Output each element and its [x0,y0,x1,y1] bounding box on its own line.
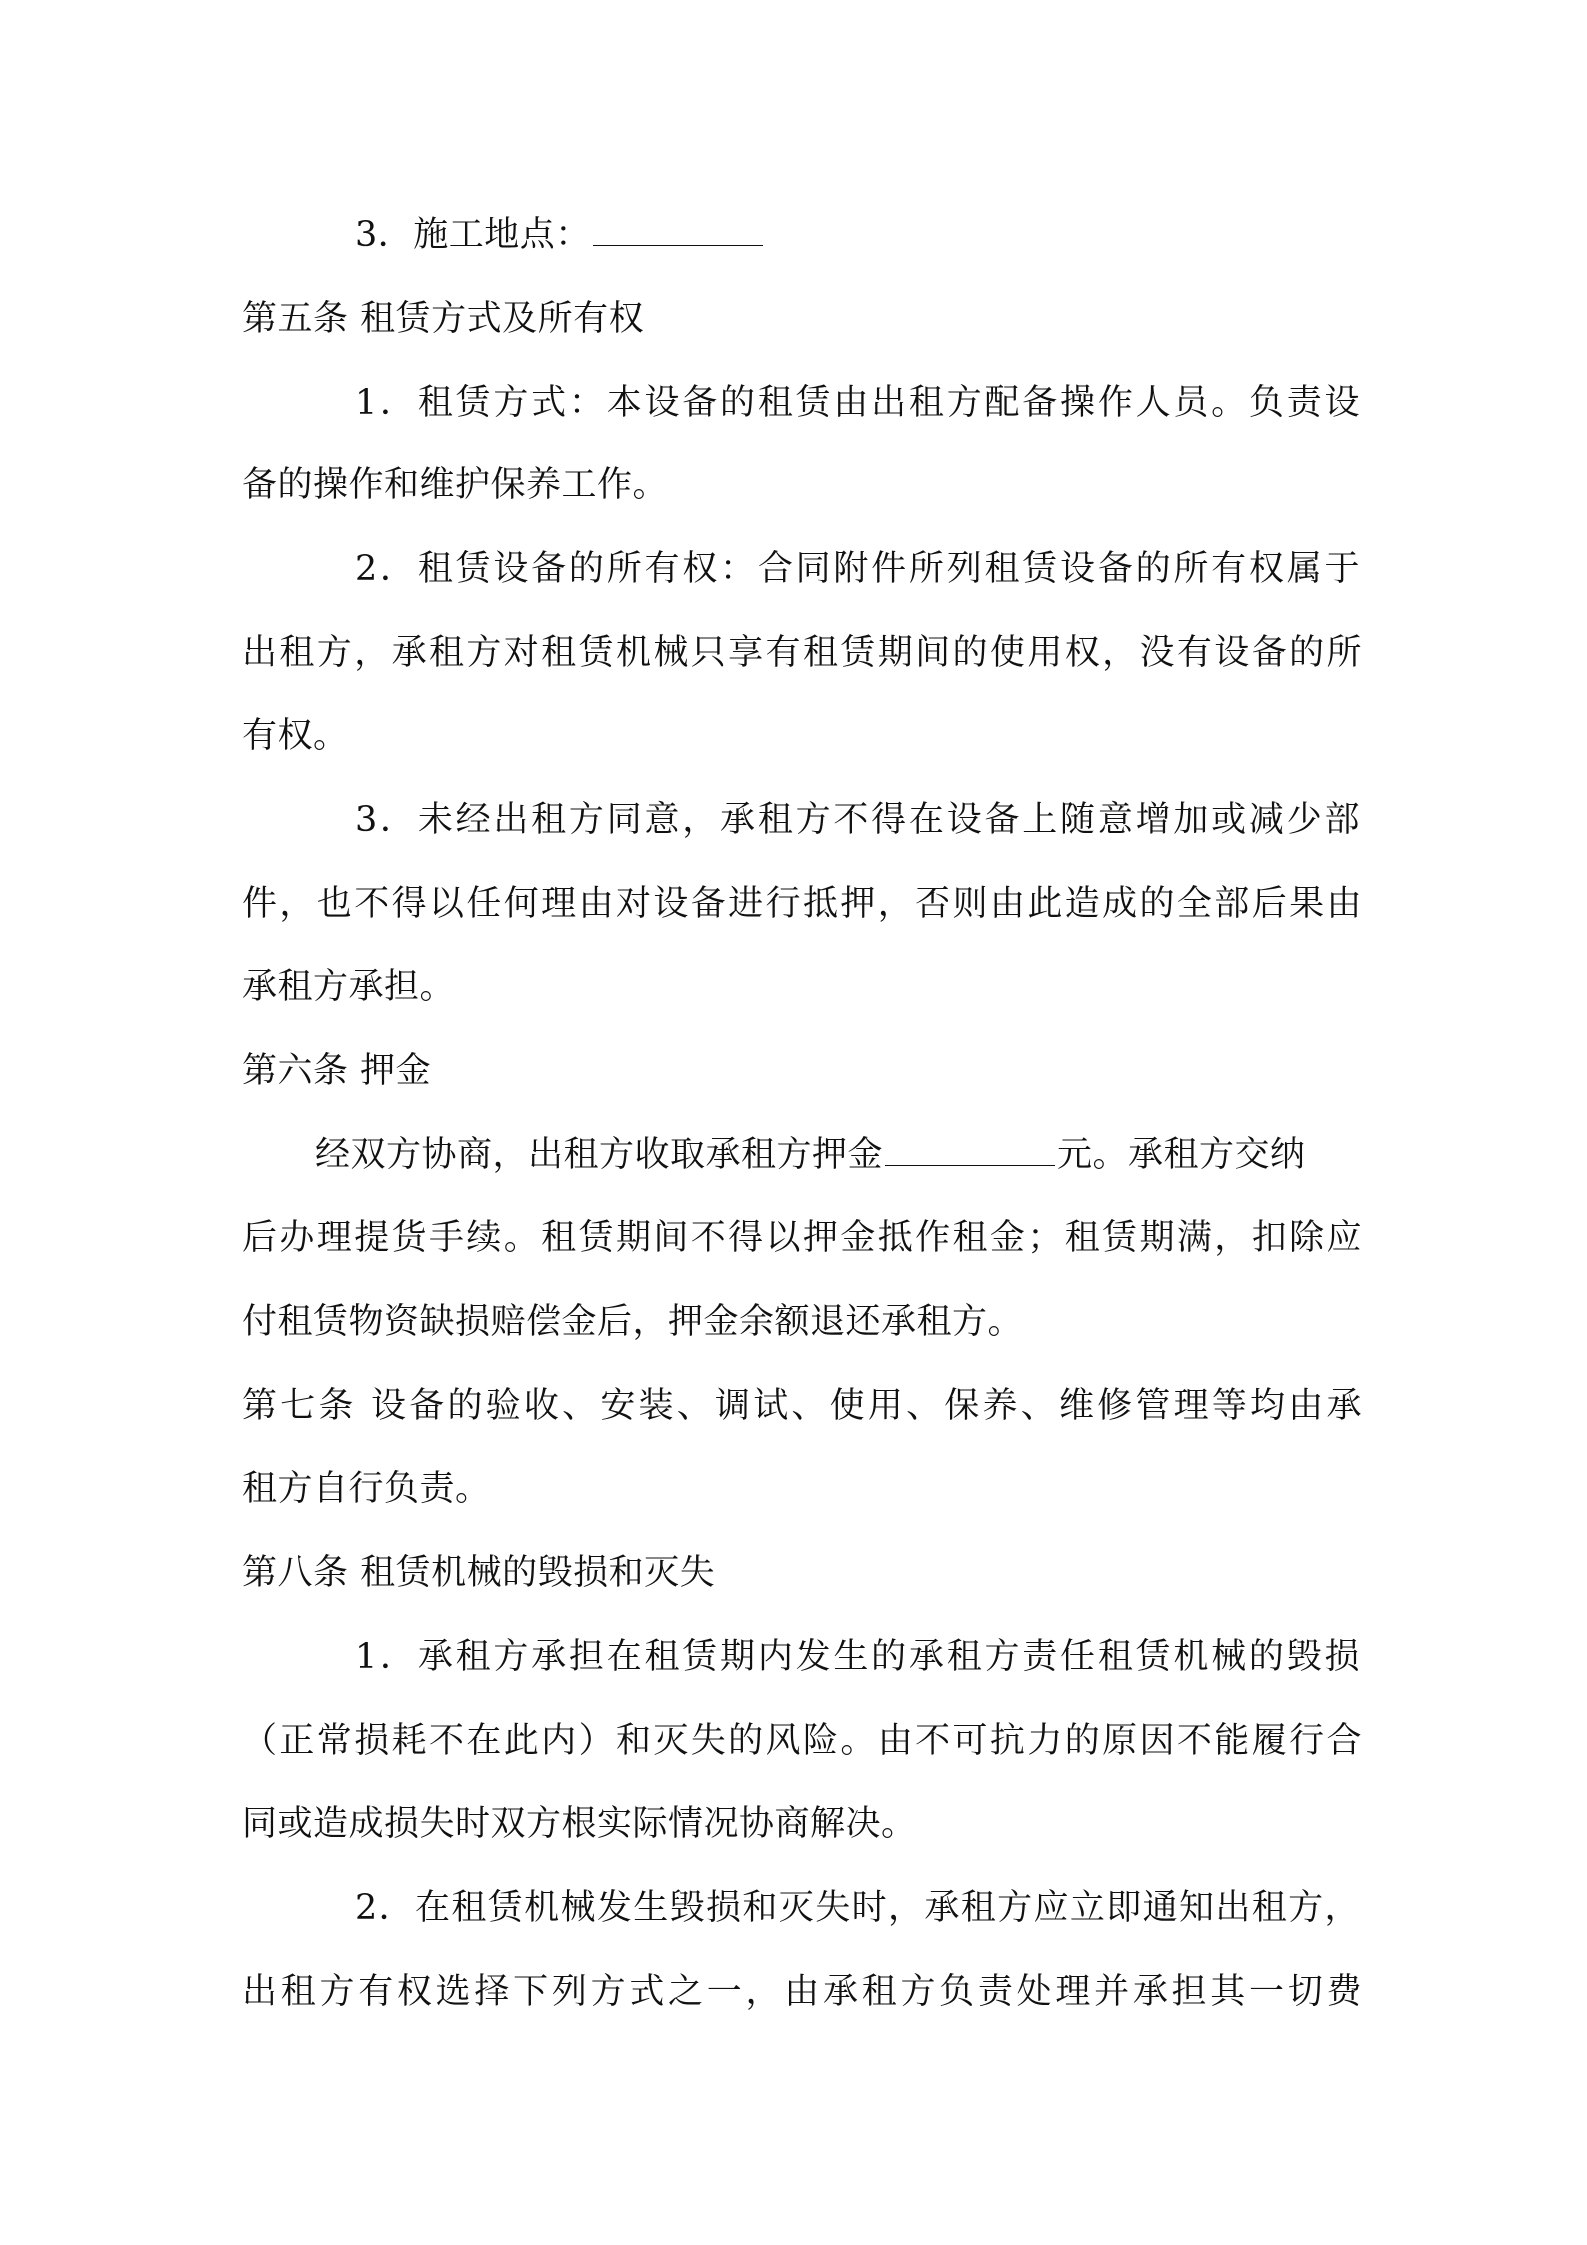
paragraph-line: 备的操作和维护保养工作。 [242,465,669,505]
paragraph-line: 付租赁物资缺损赔偿金后，押金余额退还承租方。 [242,1302,1024,1342]
paragraph-line: 1．租赁方式：本设备的租赁由出租方配备操作人员。负责设 [355,383,1360,423]
paragraph-line: 同或造成损失时双方根实际情况协商解决。 [242,1804,917,1844]
line-text: 经双方协商，出租方收取承租方押金 [315,1135,884,1175]
paragraph-line: 出租方，承租方对租赁机械只享有租赁期间的使用权，没有设备的所 [242,633,1362,673]
construction-site-line [355,211,1475,259]
paragraph-line: 后办理提货手续。租赁期间不得以押金抵作租金；租赁期满，扣除应 [242,1218,1362,1258]
paragraph-line: 2．租赁设备的所有权：合同附件所列租赁设备的所有权属于 [355,549,1360,589]
article-6-heading: 第六条 押金 [242,1051,432,1091]
paragraph-line: （正常损耗不在此内）和灭失的风险。由不可抗力的原因不能履行合 [242,1721,1362,1761]
paragraph-line: 件，也不得以任何理由对设备进行抵押，否则由此造成的全部后果由 [242,884,1362,924]
deposit-line [315,1131,1360,1179]
paragraph-line: 3．未经出租方同意，承租方不得在设备上随意增加或减少部 [355,800,1360,840]
article-8-heading: 第八条 租赁机械的毁损和灭失 [242,1553,716,1593]
paragraph-line: 租方自行负责。 [242,1469,491,1509]
paragraph-line: 承租方承担。 [242,967,456,1007]
article-7-heading: 第七条 设备的验收、安装、调试、使用、保养、维修管理等均由承 [242,1386,1362,1426]
fill-in-blank [885,1164,1055,1166]
paragraph-line: 2．在租赁机械发生毁损和灭失时，承租方应立即通知出租方， [355,1888,1360,1928]
paragraph-line: 1．承租方承担在租赁期内发生的承租方责任租赁机械的毁损 [355,1637,1360,1677]
line-text: 3．施工地点： [355,215,591,255]
line-text: 元。承租方交纳 [1057,1135,1306,1175]
fill-in-blank [593,244,763,246]
paragraph-line: 有权。 [242,716,349,756]
article-5-heading: 第五条 租赁方式及所有权 [242,299,645,339]
paragraph-line: 出租方有权选择下列方式之一，由承租方负责处理并承担其一切费 [242,1972,1362,2012]
